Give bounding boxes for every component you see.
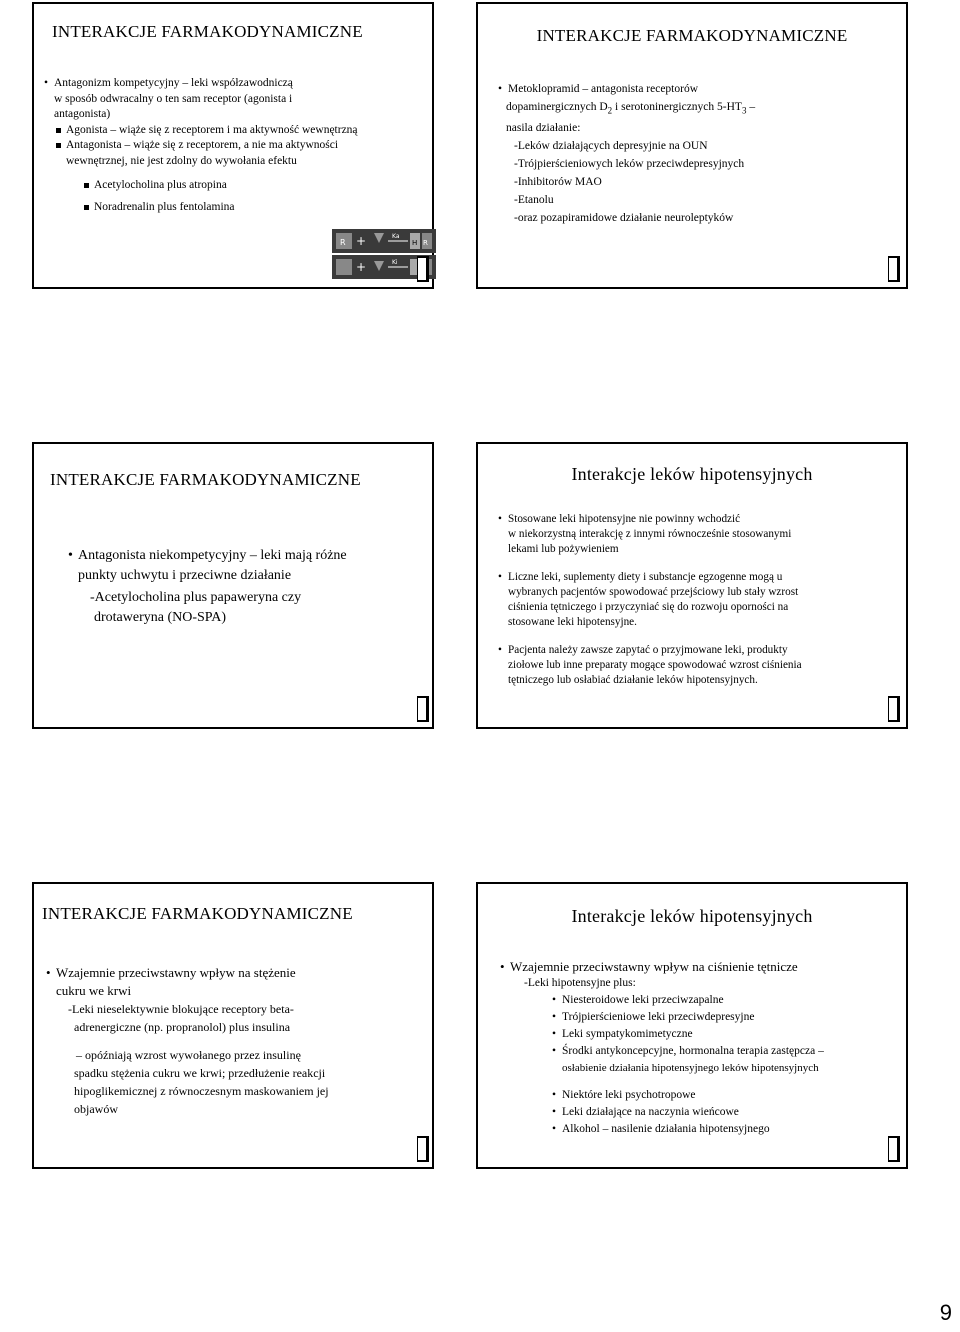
slide-content — [498, 512, 903, 688]
list-item: • Trójpierścieniowe leki przeciwdepresyjne — [552, 1009, 905, 1026]
para-line: • Liczne leki, suplementy diety i substancje egzogenne mogą u — [498, 570, 903, 585]
text-line: cukru we krwi — [56, 983, 132, 998]
example-item: Acetylocholina plus atropina — [82, 178, 429, 194]
slide-1 — [32, 2, 434, 289]
slide-corner-mark — [417, 696, 429, 722]
diagram-label: H — [412, 239, 418, 247]
slide-5 — [32, 882, 434, 1169]
slide-title: INTERAKCJE FARMAKODYNAMICZNE — [50, 470, 361, 489]
page-number: 9 — [939, 1300, 952, 1325]
slide-4 — [476, 442, 908, 729]
para-line: tętniczego lub osłabiać działanie leków hipotensyjnych. — [508, 674, 758, 686]
slide-content — [498, 80, 903, 227]
slide-title: INTERAKCJE FARMAKODYNAMICZNE — [42, 904, 353, 923]
list-item: • Niektóre leki psychotropowe — [552, 1087, 905, 1104]
text-line: objawów — [74, 1102, 118, 1116]
list-item: • Leki sympatykomimetyczne — [552, 1026, 905, 1043]
slide-title: Interakcje leków hipotensyjnych — [571, 906, 813, 926]
diagram-label: R — [340, 238, 346, 247]
example-item: Noradrenalin plus fentolamina — [82, 200, 429, 216]
slide-title: Interakcje leków hipotensyjnych — [571, 464, 813, 484]
slide-content — [68, 546, 428, 628]
slide-title: INTERAKCJE FARMAKODYNAMICZNE — [52, 22, 363, 41]
para-line: • Pacjenta należy zawsze zapytać o przyjmowane leki, produkty — [498, 643, 903, 658]
slide-corner-mark — [888, 256, 900, 282]
para-line: ciśnienia tętniczego i przyczyniać się do rozwoju oporności na — [508, 601, 789, 613]
dash-item: -Leków działających depresyjnie na OUN — [514, 140, 708, 153]
slide-corner-mark — [888, 696, 900, 722]
bullet-line: • Antagonizm kompetycyjny – leki współzawodniczą — [44, 76, 429, 92]
list-item: • Niesteroidowe leki przeciwzapalne — [552, 992, 905, 1009]
list-head: • Wzajemnie przeciwstawny wpływ na ciśnienie tętnicze — [500, 958, 905, 975]
svg-text:+: + — [356, 234, 367, 248]
text-line: • Wzajemnie przeciwstawny wpływ na stężenie — [46, 964, 431, 982]
list-sub: -Leki hipotensyjne plus: — [524, 977, 636, 989]
text-line: • Antagonista niekompetycyjny – leki mają różne — [68, 546, 428, 566]
text-line: drotaweryna (NO-SPA) — [94, 610, 227, 625]
para-line: lekami lub pożywieniem — [508, 543, 619, 555]
bullet-line: w sposób odwracalny o ten sam receptor (agonista i — [54, 92, 293, 105]
dash-item: -Trójpierścieniowych leków przeciwdepresyjnych — [514, 158, 745, 171]
bullet-line: nasila działanie: — [506, 122, 581, 135]
bullet-line: antagonista) — [54, 108, 111, 120]
diagram-label: R — [423, 239, 428, 247]
list-item: • Środki antykoncepcyjne, hormonalna terapia zastępcza – — [552, 1043, 905, 1060]
dash-item: -Etanolu — [514, 194, 554, 207]
text-line: punkty uchwytu i przeciwne działanie — [78, 568, 292, 583]
para-line: ziołowe lub inne preparaty mogące spowodować wzrost ciśnienia — [508, 659, 802, 671]
text-line: hipoglikemicznej z równoczesnym maskowaniem jej — [74, 1084, 329, 1098]
diagram-label: Ka — [392, 233, 400, 240]
list-item: • Leki działające na naczynia wieńcowe — [552, 1104, 905, 1121]
slide-corner-mark — [417, 1136, 429, 1162]
list-item-cont: osłabienie działania hipotensyjnego leków hipotensyjnych — [562, 1062, 819, 1074]
text-line: -Acetylocholina plus papaweryna czy — [90, 590, 302, 605]
slide-2 — [476, 2, 908, 289]
dash-item: -Inhibitorów MAO — [514, 176, 602, 189]
square-item: Agonista – wiąże się z receptorem i ma aktywność wewnętrzną — [54, 123, 429, 139]
diagram-label: Ki — [392, 259, 398, 266]
slide-content — [44, 76, 429, 215]
dash-item: -oraz pozapiramidowe działanie neuroleptyków — [514, 212, 734, 225]
slide-content — [46, 964, 431, 1118]
square-item: Antagonista – wiąże się z receptorem, a nie ma aktywności — [54, 138, 429, 154]
slide-title: INTERAKCJE FARMAKODYNAMICZNE — [536, 26, 848, 45]
slide-6 — [476, 882, 908, 1169]
square-item-cont: wewnętrznej, nie jest zdolny do wywołania efektu — [66, 154, 297, 167]
para-line: w niekorzystną interakcję z innymi równocześnie stosowanymi — [508, 528, 792, 540]
text-line: – opóźniają wzrost wywołanego przez insulinę — [76, 1048, 301, 1062]
para-line: stosowane leki hipotensyjne. — [508, 616, 637, 628]
bullet-line: • Metoklopramid – antagonista receptorów — [498, 80, 903, 98]
slide-content — [500, 958, 905, 1138]
para-line: • Stosowane leki hipotensyjne nie powinny wchodzić — [498, 512, 903, 527]
list-item: • Alkohol – nasilenie działania hipotensyjnego — [552, 1121, 905, 1138]
slide-corner-mark — [888, 1136, 900, 1162]
slide-corner-mark — [417, 256, 429, 282]
text-line: -Leki nieselektywnie blokujące receptory beta- — [68, 1002, 294, 1016]
para-line: wybranych pacjentów spowodować przejściowy lub stały wzrost — [508, 586, 799, 598]
text-line: adrenergiczne (np. propranolol) plus insulina — [74, 1020, 291, 1034]
svg-text:+: + — [356, 260, 367, 274]
slide-3 — [32, 442, 434, 729]
text-line: spadku stężenia cukru we krwi; przedłużenie reakcji — [74, 1066, 326, 1080]
bullet-line: dopaminergicznych $D_2$ i serotoninergicznych $5-HT_3$ – — [506, 101, 756, 116]
